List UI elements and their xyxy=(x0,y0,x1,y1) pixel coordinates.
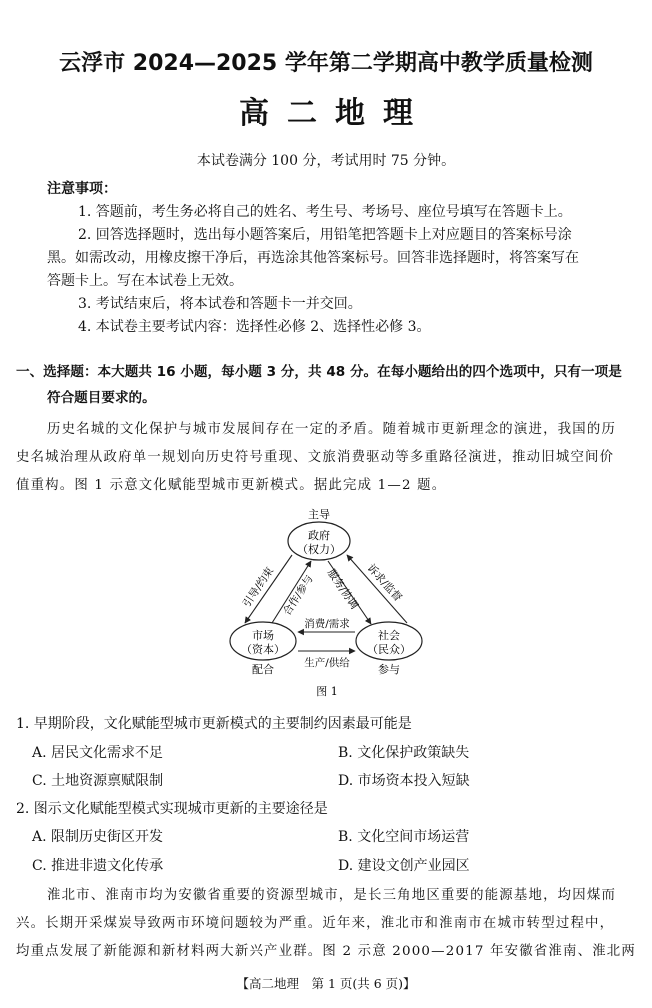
passage-line: 均重点发展了新能源和新材料两大新兴产业群。图 2 示意 2000—2017 年安徽省淮南、淮北两 xyxy=(16,944,636,959)
notice-item: 答题卡上。写在本试卷上无效。 xyxy=(47,273,243,289)
exam-title: 云浮市 2024—2025 学年第二学期高中教学质量检测 xyxy=(59,51,593,76)
edge-label: 诉求/监督 xyxy=(364,562,404,604)
edge-label: 合作/参与 xyxy=(281,572,316,618)
market-label: 市场 xyxy=(252,629,274,642)
edge-label: 引导/约束 xyxy=(240,565,277,610)
figure-1-diagram xyxy=(200,505,450,705)
question-option: D. 建设文创产业园区 xyxy=(338,858,470,874)
leader-label: 主导 xyxy=(308,508,330,521)
edge-label: 服务/协调 xyxy=(324,567,361,612)
market-role: 配合 xyxy=(252,663,274,676)
market-sub: （资本） xyxy=(241,643,285,656)
notice-heading: 注意事项： xyxy=(47,181,117,197)
question-stem: 2. 图示文化赋能型模式实现城市更新的主要途径是 xyxy=(16,801,328,817)
passage-line: 兴。长期开采煤炭导致两市环境问题较为严重。近年来，淮北市和淮南市在城市转型过程中， xyxy=(16,916,615,931)
section-heading-cont: 符合题目要求的。 xyxy=(47,390,156,406)
question-option: A. 限制历史街区开发 xyxy=(32,829,164,845)
notice-item: 1. 答题前，考生务必将自己的姓名、考生号、考场号、座位号填写在答题卡上。 xyxy=(78,204,572,220)
passage-line: 淮北市、淮南市均为安徽省重要的资源型城市，是长三角地区重要的能源基地，均因煤而 xyxy=(47,888,617,903)
notice-item: 3. 考试结束后，将本试卷和答题卡一并交回。 xyxy=(78,296,362,312)
question-option: D. 市场资本投入短缺 xyxy=(338,773,470,789)
passage-line: 历史名城的文化保护与城市发展间存在一定的矛盾。随着城市更新理念的演进，我国的历 xyxy=(47,422,617,437)
society-sub: （民众） xyxy=(367,643,411,656)
edge-label: 生产/供给 xyxy=(304,657,350,669)
figure-caption: 图 1 xyxy=(316,685,338,698)
exam-info: 本试卷满分 100 分，考试用时 75 分钟。 xyxy=(196,153,456,169)
notice-item: 4. 本试卷主要考试内容：选择性必修 2、选择性必修 3。 xyxy=(78,319,431,335)
question-option: C. 土地资源禀赋限制 xyxy=(32,773,164,789)
notice-item: 2. 回答选择题时，选出每小题答案后，用铅笔把答题卡上对应题目的答案标号涂 xyxy=(78,227,572,243)
society-label: 社会 xyxy=(378,629,400,642)
passage-line: 史名城治理从政府单一规划向历史符号重现、文旅消费驱动等多重路径演进，推动旧城空间价 xyxy=(16,450,615,465)
question-option: B. 文化保护政策缺失 xyxy=(338,745,470,761)
section-heading: 一、选择题：本大题共 16 小题，每小题 3 分，共 48 分。在每小题给出的四个选项中，只有一项是 xyxy=(16,364,622,380)
edge-label: 消费/需求 xyxy=(304,618,350,630)
question-option: B. 文化空间市场运营 xyxy=(338,829,470,845)
question-option: C. 推进非遗文化传承 xyxy=(32,858,164,874)
government-label: 政府 xyxy=(308,529,330,542)
question-stem: 1. 早期阶段，文化赋能型城市更新模式的主要制约因素最可能是 xyxy=(16,716,412,732)
page-footer: 【高二地理 第 1 页(共 6 页)】 xyxy=(236,976,416,991)
notice-item: 黑。如需改动，用橡皮擦干净后，再选涂其他答案标号。回答非选择题时，将答案写在 xyxy=(47,250,579,266)
government-sub: （权力） xyxy=(297,543,341,556)
exam-subject: 高二地理 xyxy=(239,96,431,131)
question-option: A. 居民文化需求不足 xyxy=(32,745,164,761)
society-role: 参与 xyxy=(378,663,400,676)
passage-line: 值重构。图 1 示意文化赋能型城市更新模式。据此完成 1—2 题。 xyxy=(16,478,447,493)
